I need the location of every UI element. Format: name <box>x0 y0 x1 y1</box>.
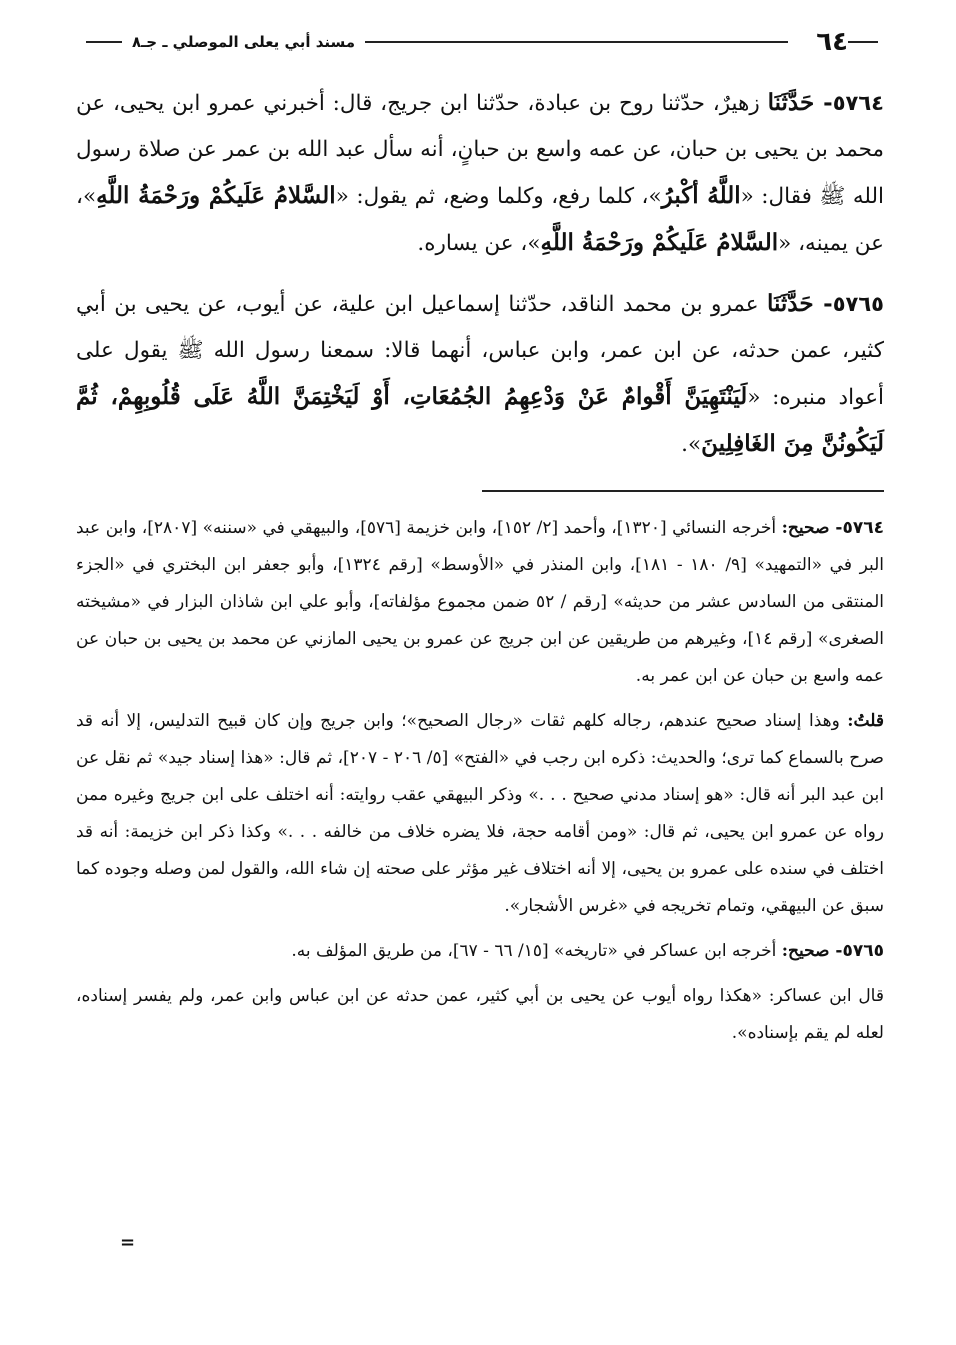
hadith-quote: السَّلامُ عَلَيكُمْ ورَحْمَةُ اللَّهِ <box>96 182 336 209</box>
hadith-5765: ٥٧٦٥- حَدَّثَنَا عمرو بن محمد الناقد، حدّثنا إسماعيل ابن علية، عن أيوب، عن يحيى بن أبي كثير، عمن حدثه، عن ابن عمر، وابن عباس، أنهما قالا: سمعنا رسول الله ﷺ يقول على أعواد منبره: «لَيَنْتَهِيَنَّ أَقْوامٌ عَنْ وَدْعِهِمُ الجُمُعَاتِ، أَوْ لَيَخْتِمَنَّ اللَّهُ عَلَى قُلُوبِهِمْ، ثُمَّ لَيَكُونُنَّ مِنَ الغَافِلِينَ». <box>76 290 884 457</box>
header-rule-trailing <box>86 41 122 43</box>
header-rule <box>365 41 788 43</box>
page <box>76 22 884 1060</box>
note-commentary <box>76 703 884 925</box>
note-text: أخرجه النسائي [١٣٢٠]، وأحمد [٢/ ١٥٢]، وابن خزيمة [٥٧٦]، والبيهقي في «سننه» [٢٨٠٧]، وابن عبد البر في «التمهيد» [٩/ ١٨٠ - ١٨١]، وابن المنذر في «الأوسط» [رقم ١٣٢٤]، وأبو جعفر ابن البختري في «الجزء المنتقى من السادس عشر من حديثه» [رقم / ٥٢ ضمن مجموع مؤلفاته]، وأبو علي ابن شاذان البزار في «مشيخته الصغرى» [رقم ١٤]، وغيرهم من طريقين عن ابن جريج عن عمرو بن يحيى المازني عن محمد بن يحيى بن حبان عن عمه واسع بن حبان عن ابن عمر به. <box>76 518 885 686</box>
note-number: ٥٧٦٤ <box>842 518 884 538</box>
note-grade: قلتُ: <box>847 711 885 731</box>
running-header <box>76 22 884 62</box>
hadith-text: زهيرٌ، حدّثنا روح بن عبادة، حدّثنا ابن جريج، قال: أخبرني عمرو ابن يحيى، عن محمد بن يحيى بن حبان، عن عمه واسع بن حبانٍ، أنه سأل عبد الله بن عمر عن صلاة رسول الله ﷺ فقال: « <box>76 91 884 209</box>
hadith-text: ». <box>681 432 702 457</box>
page-number: ٦٤ <box>816 27 848 57</box>
hadith-quote: اللَّهُ أكْبرُ <box>661 182 741 209</box>
hadith-5764: ٥٧٦٤- حَدَّثَنَا زهيرٌ، حدّثنا روح بن عبادة، حدّثنا ابن جريج، قال: أخبرني عمرو ابن يحيى، عن محمد بن يحيى بن حبان، عن عمه واسع بن حبانٍ، أنه سأل عبد الله بن عمر عن صلاة رسول الله ﷺ فقال: «اللَّهُ أكْبرُ»، كلما رفع، وكلما وضع، ثم يقول: «السَّلامُ عَلَيكُمْ ورَحْمَةُ اللَّهِ»، عن يمينه، «السَّلامُ عَلَيكُمْ ورَحْمَةُ اللَّهِ»، عن يساره. <box>76 89 884 256</box>
main-text <box>76 80 884 468</box>
hadith-lead: حَدَّثَنَا <box>767 89 815 116</box>
hadith-lead: حَدَّثَنَا <box>766 290 814 317</box>
note-grade: صحيح: <box>781 518 830 538</box>
hadith-text: »، عن يساره. <box>417 231 541 256</box>
hadith-text: »، كلما رفع، وكلما وضع، ثم يقول: « <box>335 184 662 209</box>
hadith-number: ٥٧٦٤ <box>832 91 884 115</box>
footnotes <box>76 510 884 1052</box>
header-rule-leading <box>848 41 878 43</box>
hadith-quote: السَّلامُ عَلَيكُمْ ورَحْمَةُ اللَّهِ <box>540 229 779 256</box>
hadith-number: ٥٧٦٥ <box>832 292 884 316</box>
note-5765: ٥٧٦٥- صحيح: أخرجه ابن عساكر في «تاريخه» [١٥/ ٦٦ - ٦٧]، من طريق المؤلف به. <box>291 941 884 961</box>
book-title: مسند أبي يعلى الموصلي ـ جـ٨ <box>132 33 356 51</box>
hadith-text: عمرو بن محمد الناقد، حدّثنا إسماعيل ابن علية، عن أيوب، عن يحيى بن أبي كثير، عمن حدثه، عن ابن عمر، وابن عباس، أنهما قالا: سمعنا رسول الله ﷺ يقول على أعواد منبره: « <box>76 292 884 410</box>
hadith-text: »، عن يمينه، « <box>76 184 884 256</box>
note-5764: ٥٧٦٤- صحيح: أخرجه النسائي [١٣٢٠]، وأحمد [٢/ ١٥٢]، وابن خزيمة [٥٧٦]، والبيهقي في «سننه» [٢٨٠٧]، وابن عبد البر في «التمهيد» [٩/ ١٨٠ - ١٨١]، وابن المنذر في «الأوسط» [رقم ١٣٢٤]، وأبو جعفر ابن البختري في «الجزء المنتقى من السادس عشر من حديثه» [رقم / ٥٢ ضمن مجموع مؤلفاته]، وأبو علي ابن شاذان البزار في «مشيخته الصغرى» [رقم ١٤]، وغيرهم من طريقين عن ابن جريج عن عمرو بن يحيى المازني عن محمد بن يحيى بن حبان عن عمه واسع بن حبان عن ابن عمر به. <box>76 518 885 686</box>
note-quote <box>76 978 884 1052</box>
footnote-separator <box>482 490 884 492</box>
note-text: قال ابن عساكر: «هكذا رواه أيوب عن يحيى بن أبي كثير، عمن حدثه عن ابن عباس وابن عمر، ولم يفسر إسناده، لعله لم يقم بإسناده». <box>76 986 884 1043</box>
note-grade: صحيح: <box>781 941 830 961</box>
hadith-quote: لَيَنْتَهِيَنَّ أَقْوامٌ عَنْ وَدْعِهِمُ الجُمُعَاتِ، أَوْ لَيَخْتِمَنَّ اللَّهُ عَلَى قُلُوبِهِمْ، ثُمَّ لَيَكُونُنَّ مِنَ الغَافِلِينَ <box>76 383 884 457</box>
note-text: أخرجه ابن عساكر في «تاريخه» [١٥/ ٦٦ - ٦٧]، من طريق المؤلف به. <box>291 941 777 961</box>
note-number: ٥٧٦٥ <box>842 941 884 961</box>
note-text: وهذا إسناد صحيح عندهم، رجاله كلهم ثقات «رجال الصحيح»؛ وابن جريج وإن كان قبيح التدليس، إلا أنه قد صرح بالسماع كما ترى؛ والحديث: ذكره ابن رجب في «الفتح» [٥/ ٢٠٦ - ٢٠٧]، ثم قال: «هذا إسناد جيد» ثم نقل عن ابن عبد البر أنه قال: «هو إسناد مدني صحيح . . .» وذكر البيهقي عقب روايته: أنه اختلف على ابن جريج وغيره ممن رواه عن عمرو ابن يحيى، ثم قال: «ومن أقامه حجة، فلا يضره خلاف من خالفه . . .» وكذا ذكر ابن خزيمة: أنه قد اختلف في سنده على عمرو بن يحيى، إلا أنه اختلاف غير مؤثر على صحته إن شاء الله، والقول لمن وصله وجوده كما سبق عن البيهقي، وتمام تخريجه في «غرس الأشجار». <box>76 711 885 916</box>
continuation-mark: = <box>120 1232 136 1253</box>
